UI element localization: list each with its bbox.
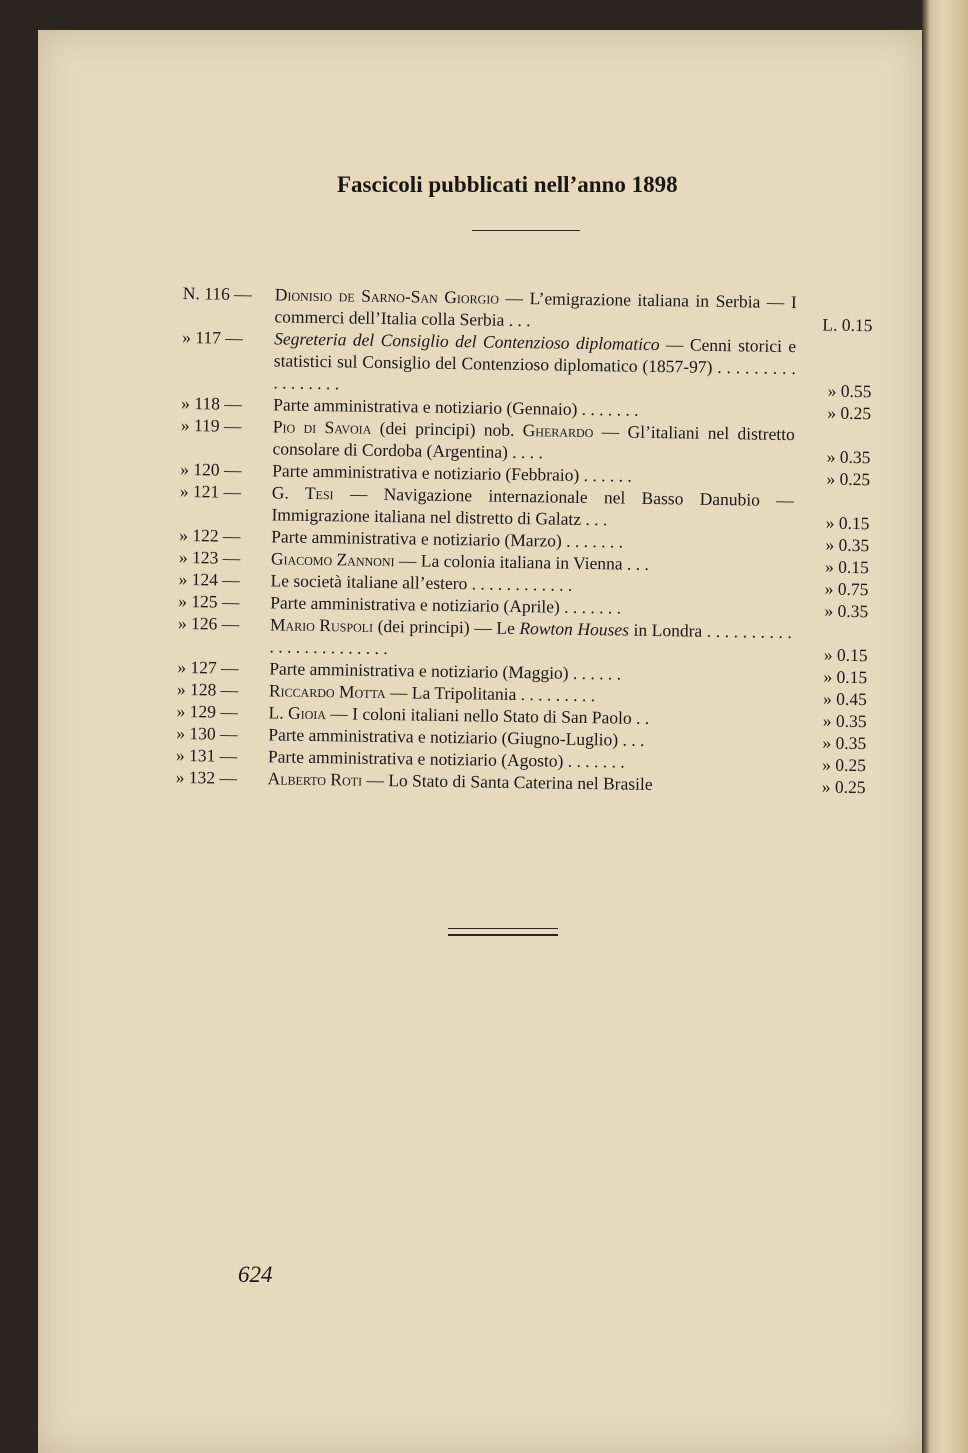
list-item — [181, 326, 872, 402]
issue-price: » 0.15 — [825, 512, 870, 534]
description-text: Le società italiane all’estero . . . . . . . . . . . . — [270, 570, 573, 595]
issue-number: » 128 — — [176, 678, 239, 700]
issue-number: » 121 — — [179, 480, 242, 502]
description-text: — La Tripolitania . . . . . . . . . — [385, 682, 596, 706]
description-text: in Londra . . . . . . . . . . . . . . . . . . . . . . . . — [269, 619, 793, 659]
title-divider — [472, 230, 580, 231]
issue-price: » 0.35 — [826, 446, 871, 468]
issue-number: » 119 — — [180, 414, 242, 436]
author-name: Dionisio de Sarno-San Giorgio — [274, 284, 500, 308]
issue-price: » 0.35 — [822, 710, 867, 732]
issue-price: » 0.75 — [824, 578, 869, 600]
issue-price: » 0.25 — [822, 754, 867, 776]
author-name: Giacomo Zannoni — [270, 548, 395, 571]
author-name: G. Tesi — [271, 482, 334, 504]
issue-price: » 0.15 — [823, 644, 868, 666]
italic-text: Segreteria del Consiglio del Contenzioso diplomatico — [274, 328, 660, 355]
description-text: Parte amministrativa e notiziario (Agosto) . . . . . . . — [267, 746, 625, 772]
issue-price: » 0.35 — [822, 732, 867, 754]
description-text: Parte amministrativa e notiziario (Aprile) . . . . . . . — [270, 592, 622, 618]
issue-number: N. 116 — — [182, 282, 252, 305]
issue-price: » 0.15 — [823, 666, 868, 688]
issue-price: » 0.55 — [827, 380, 872, 402]
description-text: — I coloni italiani nello Stato di San Paolo . . — [325, 703, 650, 728]
issue-price: » 0.25 — [827, 402, 872, 424]
author-name: Gherardo — [522, 420, 594, 442]
issue-number: » 132 — — [175, 766, 238, 788]
issue-number: » 118 — — [181, 392, 242, 414]
description-text: — Lo Stato di Santa Caterina nel Brasile — [361, 769, 653, 795]
issue-description — [269, 613, 792, 665]
issue-price: » 0.45 — [822, 688, 868, 710]
description-text: — Gl’italiani nel distretto consolare di Cordoba (Argentina) . . . . — [272, 421, 795, 463]
issue-description — [273, 327, 796, 401]
issue-price: » 0.25 — [826, 468, 871, 490]
author-name: L. Gioia — [268, 702, 327, 724]
description-text: Parte amministrativa e notiziario (Giugno-Luglio) . . . — [268, 724, 645, 750]
issue-number: » 127 — — [177, 656, 239, 678]
issue-price: » 0.35 — [824, 600, 869, 622]
issue-number: » 120 — — [180, 458, 242, 480]
description-text: Parte amministrativa e notiziario (Febbraio) . . . . . . — [272, 460, 632, 486]
description-text: — Navigazione internazionale nel Basso Danubio — Immigrazione italiana nel distretto di Galatz . . . — [271, 483, 794, 530]
issue-number: » 126 — — [177, 612, 240, 634]
issue-description — [274, 283, 797, 335]
italic-text: Rowton Houses — [519, 618, 630, 640]
description-text: (dei principi) — Le — [372, 615, 520, 639]
issue-number: » 124 — — [178, 568, 240, 590]
issue-price: » 0.15 — [824, 556, 869, 578]
issue-number: » 117 — — [182, 326, 243, 348]
issue-number: » 130 — — [176, 722, 238, 744]
author-name: Pio di Savoia — [272, 416, 372, 438]
author-name: Riccardo Motta — [268, 680, 386, 703]
issue-number: » 129 — — [176, 700, 239, 722]
description-text: — L’emigrazione italiana in Serbia — I commerci dell’Italia colla Serbia . . . — [274, 287, 797, 331]
issue-price: » 0.25 — [821, 776, 866, 798]
closing-double-rule — [448, 928, 558, 936]
page-title: Fascicoli pubblicati nell’anno 1898 — [337, 172, 678, 197]
issue-description — [271, 481, 794, 533]
description-text: Parte amministrativa e notiziario (Gennaio) . . . . . . . — [273, 394, 639, 420]
issue-price: L. 0.15 — [822, 314, 873, 336]
issue-description — [272, 415, 795, 467]
issue-number: » 125 — — [178, 590, 240, 612]
description-text: Parte amministrativa e notiziario (Marzo) . . . . . . . — [271, 526, 624, 552]
issue-number: » 123 — — [178, 546, 241, 568]
author-name: Alberto Roti — [267, 768, 363, 790]
description-text: Parte amministrativa e notiziario (Maggio) . . . . . . — [269, 658, 622, 684]
issue-price: » 0.35 — [825, 534, 870, 556]
issue-number: » 122 — — [179, 524, 241, 546]
description-text: — La colonia italiana in Vienna . . . — [394, 550, 649, 574]
issue-number: » 131 — — [175, 744, 238, 766]
author-name: Mario Ruspoli — [269, 614, 374, 636]
description-text: — Cenni storici e statistici sul Consiglio del Contenzioso diplomatico (1857-97) . . . . . . . . . . . . . . . . . — [273, 334, 797, 394]
publication-list — [175, 282, 872, 798]
page-number: 624 — [238, 1262, 273, 1287]
description-text: (dei principi) nob. — [371, 417, 523, 441]
book-spine-edge — [922, 0, 968, 1453]
